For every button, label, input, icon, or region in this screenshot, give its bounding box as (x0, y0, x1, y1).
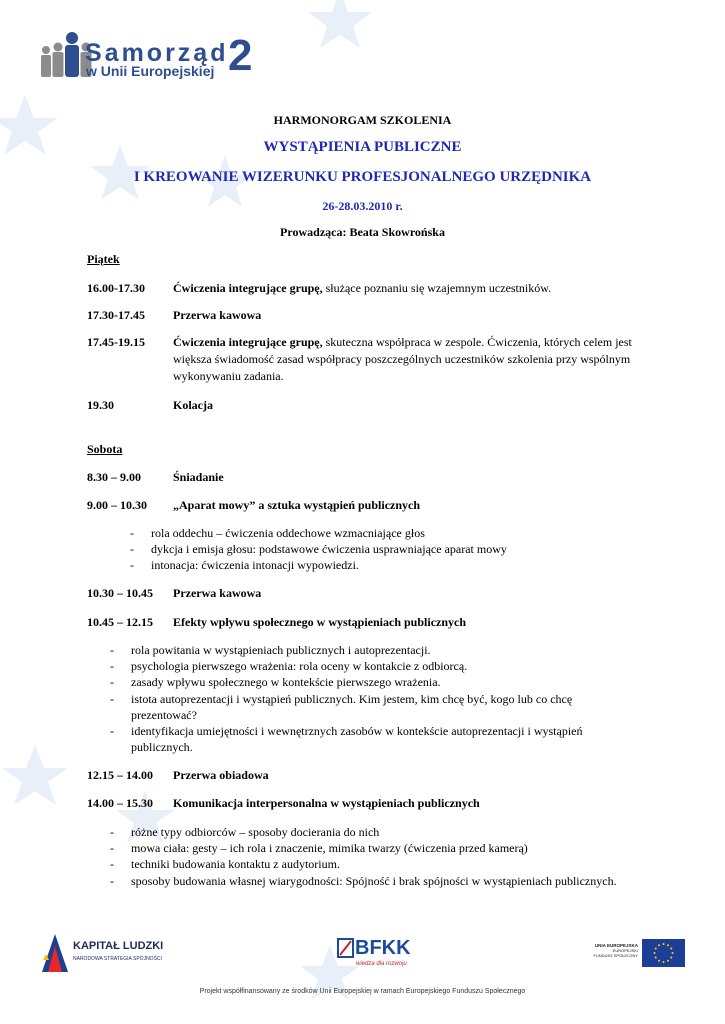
list-item: - rola powitania w wystąpieniach publicznych i autoprezentacji. (110, 642, 615, 658)
list-item: - mowa ciała: gesty – ich rola i znaczenie, mimika twarzy (ćwiczenia przed kamerą) (110, 840, 650, 856)
logo-subtitle: w Unii Europejskiej (86, 63, 215, 79)
kapital-ludzki-logo-icon (40, 932, 70, 974)
funding-note: Projekt współfinansowany ze środków Unii Europejskiej w ramach Europejskiego Funduszu Społecznego (199, 988, 526, 995)
schedule-time: 9.00 – 10.30 (87, 498, 147, 512)
kapital-ludzki-title: KAPITAŁ LUDZKI (73, 940, 164, 952)
schedule-time: 10.30 – 10.45 (87, 586, 153, 600)
topic-list (110, 824, 650, 889)
topic-list (110, 642, 615, 755)
schedule-title: Komunikacja interpersonalna w wystąpieniach publicznych (173, 796, 480, 810)
eu-label-line: EUROPEJSKI (612, 948, 638, 953)
eu-label-line: UNIA EUROPEJSKA (594, 943, 638, 948)
document-label: HARMONORGAM SZKOLENIA (273, 113, 452, 127)
list-item: - identyfikacja umiejętności i wewnętrznych zasobów w kontekście autoprezentacji i wystąpień publicznych. (110, 723, 615, 755)
schedule-title: Ćwiczenia integrujące grupę, (173, 281, 323, 295)
schedule-time: 17.30-17.45 (87, 308, 145, 322)
topic-list (130, 525, 630, 574)
eu-fund-label (582, 943, 638, 958)
schedule-title: Ćwiczenia integrujące grupę, (173, 335, 323, 349)
schedule-time: 17.45-19.15 (87, 335, 145, 349)
schedule-title: Kolacja (173, 398, 213, 412)
list-item: - zasady wpływu społecznego w kontekście pierwszego wrażenia. (110, 674, 615, 690)
kapital-ludzki-subtitle: NARODOWA STRATEGIA SPÓJNOŚCI (73, 956, 162, 962)
star-shape (308, 0, 372, 48)
list-item: - sposoby budowania własnej wiarygodności: Spójność i brak spójności w wystąpieniach publicznych. (110, 873, 650, 889)
schedule-title: Przerwa kawowa (173, 586, 262, 600)
schedule-time: 10.45 – 12.15 (87, 615, 153, 629)
schedule-description (173, 280, 643, 297)
training-dates: 26-28.03.2010 r. (322, 199, 403, 213)
list-item: - psychologia pierwszego wrażenia: rola oceny w kontakcie z odbiorcą. (110, 658, 615, 674)
schedule-title: Śniadanie (173, 470, 224, 484)
day-heading-saturday: Sobota (87, 442, 123, 456)
bfkk-slogan: wiedza dla rozwoju (356, 961, 407, 967)
list-item: - intonacja: ćwiczenia intonacji wypowiedzi. (130, 557, 630, 573)
schedule-time: 8.30 – 9.00 (87, 470, 141, 484)
list-item: - dykcja i emisja głosu: podstawowe ćwiczenia usprawniające aparat mowy (130, 541, 630, 557)
trainer-name: Prowadząca: Beata Skowrońska (280, 225, 445, 239)
schedule-detail: służące poznaniu się wzajemnym uczestników. (322, 281, 552, 295)
schedule-title: Efekty wpływu społecznego w wystąpieniach publicznych (173, 615, 467, 629)
schedule-detail: skuteczna współpraca w zespole. Ćwiczenia, których celem jest większa świadomość zasad współpracy poszczególnych uczestników szkolenia przy wspólnym wykonywaniu zadania. (173, 335, 632, 383)
list-item: - istota autoprezentacji i wystąpień publicznych. Kim jestem, kim chcę być, kogo lub co chcę prezentować? (110, 691, 615, 723)
star-shape (2, 745, 68, 805)
title-line-1: WYSTĄPIENIA PUBLICZNE (263, 139, 462, 155)
title-line-2: I KREOWANIE WIZERUNKU PROFESJONALNEGO URZĘDNIKA (133, 169, 592, 185)
schedule-time: 16.00-17.30 (87, 281, 145, 295)
schedule-title: Przerwa kawowa (173, 308, 262, 322)
bfkk-logo-text: BFKK (355, 937, 411, 959)
eu-label-line: FUNDUSZ SPOŁECZNY (593, 953, 638, 958)
schedule-description (173, 334, 643, 385)
schedule-time: 14.00 – 15.30 (87, 796, 153, 810)
day-heading-friday: Piątek (87, 252, 120, 266)
logo-number: 2 (228, 31, 253, 80)
eu-flag-icon (642, 939, 685, 967)
logo-title: Samorząd (85, 39, 229, 67)
bfkk-logo-icon (337, 938, 355, 958)
list-item: - techniki budowania kontaktu z audytorium. (110, 856, 650, 872)
schedule-title: Przerwa obiadowa (173, 768, 269, 782)
schedule-time: 19.30 (87, 398, 114, 412)
schedule-time: 12.15 – 14.00 (87, 768, 153, 782)
schedule-title: „Aparat mowy” a sztuka wystąpień publicznych (173, 498, 421, 512)
list-item: - różne typy odbiorców – sposoby docierania do nich (110, 824, 650, 840)
list-item: - rola oddechu – ćwiczenia oddechowe wzmacniające głos (130, 525, 630, 541)
